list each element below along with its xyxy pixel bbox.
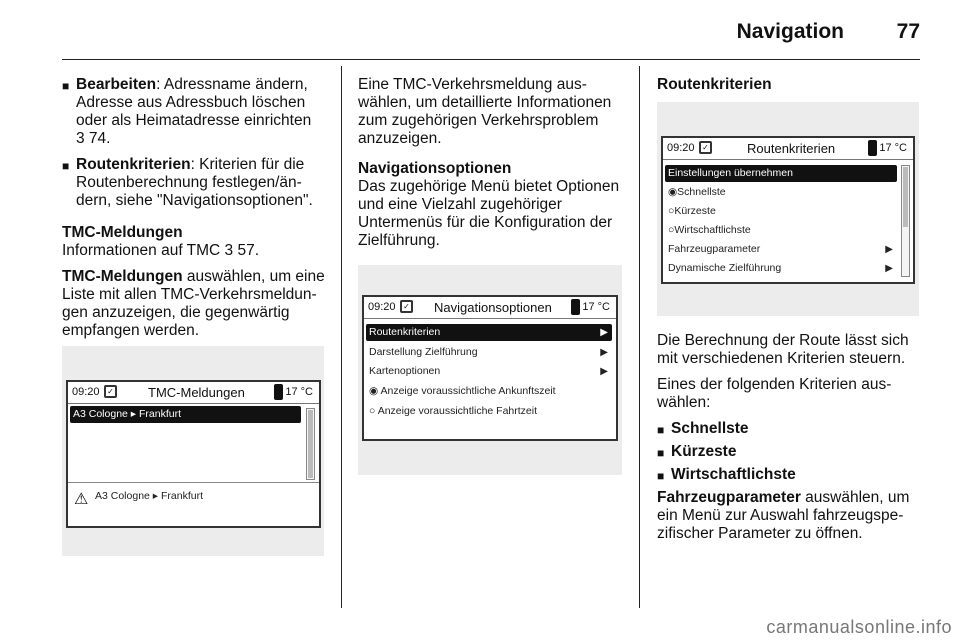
bullet-item	[657, 443, 921, 462]
column-3-text	[657, 332, 921, 551]
page-number: 77	[896, 20, 920, 43]
menu-item-dynamische[interactable]: Dynamische Zielführung ▶	[665, 260, 897, 277]
display-time: 09:20	[667, 142, 695, 154]
clock-icon: ✓	[104, 385, 117, 398]
detail-row: A3 Cologne ▸ Frankfurt	[95, 490, 203, 502]
thermometer-icon	[571, 299, 580, 315]
display-status-bar	[663, 138, 913, 160]
section-heading: Navigationsoptionen	[358, 160, 512, 177]
display-time: 09:20	[72, 386, 100, 398]
page-title: Navigation	[736, 20, 844, 43]
screenshot-navigationsoptionen	[358, 265, 622, 475]
menu-item-routenkriterien[interactable]: Routenkriterien ▶	[366, 324, 612, 341]
display-temp: 17 °C	[582, 301, 610, 313]
screenshot-tmc	[62, 346, 324, 556]
menu-item-kartenoptionen[interactable]: Kartenoptionen ▶	[366, 363, 612, 380]
radio-empty-icon: ○	[369, 405, 378, 417]
radio-checked-icon: ◉	[369, 385, 381, 397]
bullet-text: : Kriterien für die Routenberechnung festlegen/ändern, siehe "Navigationsoptionen".	[76, 156, 313, 209]
bullet-square-icon: ■	[62, 79, 70, 93]
display-title: Navigationsoptionen	[434, 300, 552, 315]
column-1	[62, 76, 326, 348]
radio-schnellste[interactable]: ◉Schnellste	[668, 186, 726, 198]
display-frame	[66, 380, 321, 528]
bullet-square-icon: ■	[657, 446, 665, 460]
display-temp: 17 °C	[879, 142, 907, 154]
paragraph: Eines der folgenden Kriterien auswählen:	[657, 376, 892, 411]
inline-bold: TMC-Meldungen	[62, 268, 183, 285]
bullet-label: Wirtschaftlichste	[671, 466, 796, 483]
paragraph: Eine TMC-Verkehrsmeldung auswählen, um detaillierte Informationen zum zugehörigen Verkehrsproblem anzuzeigen.	[358, 76, 612, 147]
paragraph-text: auswählen, um eine Liste mit allen TMC-Verkehrsmeldungen anzuzeigen, die gegenwärtig empfangen werden.	[62, 268, 325, 339]
column-divider	[341, 66, 342, 608]
bullet-item	[62, 156, 326, 210]
bullet-text: : Adressname ändern, Adresse aus Adressbuch löschen oder als Heimatadresse einrichten	[76, 76, 312, 129]
radio-wirtschaftlichste[interactable]: ○Wirtschaftlichste	[668, 224, 751, 236]
paragraph: Das zugehörige Menü bietet Optionen und eine Vielzahl zugehöriger Untermenüs für die Konfiguration der Zielführung.	[358, 178, 620, 249]
scrollbar[interactable]	[306, 408, 315, 480]
paragraph	[62, 268, 326, 340]
radio-empty-icon: ○	[668, 224, 675, 236]
bullet-square-icon: ■	[657, 469, 665, 483]
menu-item-fahrzeugparameter[interactable]: Fahrzeugparameter ▶	[665, 241, 897, 258]
bullet-item	[62, 76, 326, 148]
section-heading: TMC-Meldungen	[62, 224, 183, 241]
scrollbar[interactable]	[901, 165, 910, 277]
chevron-right-icon: ▶	[885, 244, 893, 255]
paragraph	[657, 489, 921, 543]
menu-item-darstellung[interactable]: Darstellung Zielführung ▶	[366, 344, 612, 361]
column-divider	[639, 66, 640, 608]
list-item[interactable]: A3 Cologne ▸ Frankfurt	[70, 406, 301, 423]
bullet-label: Schnellste	[671, 420, 749, 437]
section-heading: Routenkriterien	[657, 76, 772, 93]
display-title: Routenkriterien	[747, 141, 836, 156]
traffic-car-icon: ⚠	[74, 491, 89, 508]
menu-item-einstellungen[interactable]: Einstellungen übernehmen	[665, 165, 897, 182]
bullet-label: Routenkriterien	[76, 156, 191, 173]
watermark: carmanualsonline.info	[766, 617, 952, 637]
thermometer-icon	[868, 140, 877, 156]
chevron-right-icon: ▶	[885, 263, 893, 274]
page-reference: 3 74.	[76, 130, 111, 147]
display-temp: 17 °C	[285, 386, 313, 398]
bullet-square-icon: ■	[62, 159, 70, 173]
paragraph-text: auswählen, um ein Menü zur Auswahl fahrzeugspezifischer Parameter zu öffnen.	[657, 489, 910, 542]
display-status-bar	[68, 382, 319, 404]
bullet-label: Bearbeiten	[76, 76, 157, 93]
display-time: 09:20	[368, 301, 396, 313]
clock-icon: ✓	[400, 300, 413, 313]
chevron-right-icon: ▶	[600, 327, 608, 338]
paragraph: Informationen auf TMC 3 57.	[62, 242, 260, 259]
radio-fahrtzeit[interactable]: ○ Anzeige voraussichtliche Fahrtzeit	[369, 405, 538, 417]
clock-icon: ✓	[699, 141, 712, 154]
bullet-item	[657, 466, 921, 485]
paragraph: Die Berechnung der Route lässt sich mit verschiedenen Kriterien steuern.	[657, 332, 909, 367]
chevron-right-icon: ▶	[600, 347, 608, 358]
bullet-square-icon: ■	[657, 423, 665, 437]
page-header	[62, 14, 920, 60]
screenshot-routenkriterien	[657, 102, 919, 316]
inline-bold: Fahrzeugparameter	[657, 489, 801, 506]
display-title: TMC-Meldungen	[148, 385, 245, 400]
bullet-item	[657, 420, 921, 439]
display-frame	[661, 136, 915, 284]
display-frame	[362, 295, 618, 441]
thermometer-icon	[274, 384, 283, 400]
display-status-bar	[364, 297, 616, 319]
chevron-right-icon: ▶	[600, 366, 608, 377]
column-3	[657, 76, 921, 94]
radio-empty-icon: ○	[668, 205, 675, 217]
radio-ankunftszeit[interactable]: ◉ Anzeige voraussichtliche Ankunftszeit	[369, 385, 556, 397]
radio-checked-icon: ◉	[668, 186, 678, 198]
radio-kuerzeste[interactable]: ○Kürzeste	[668, 205, 716, 217]
column-2	[358, 76, 626, 258]
bullet-label: Kürzeste	[671, 443, 737, 460]
